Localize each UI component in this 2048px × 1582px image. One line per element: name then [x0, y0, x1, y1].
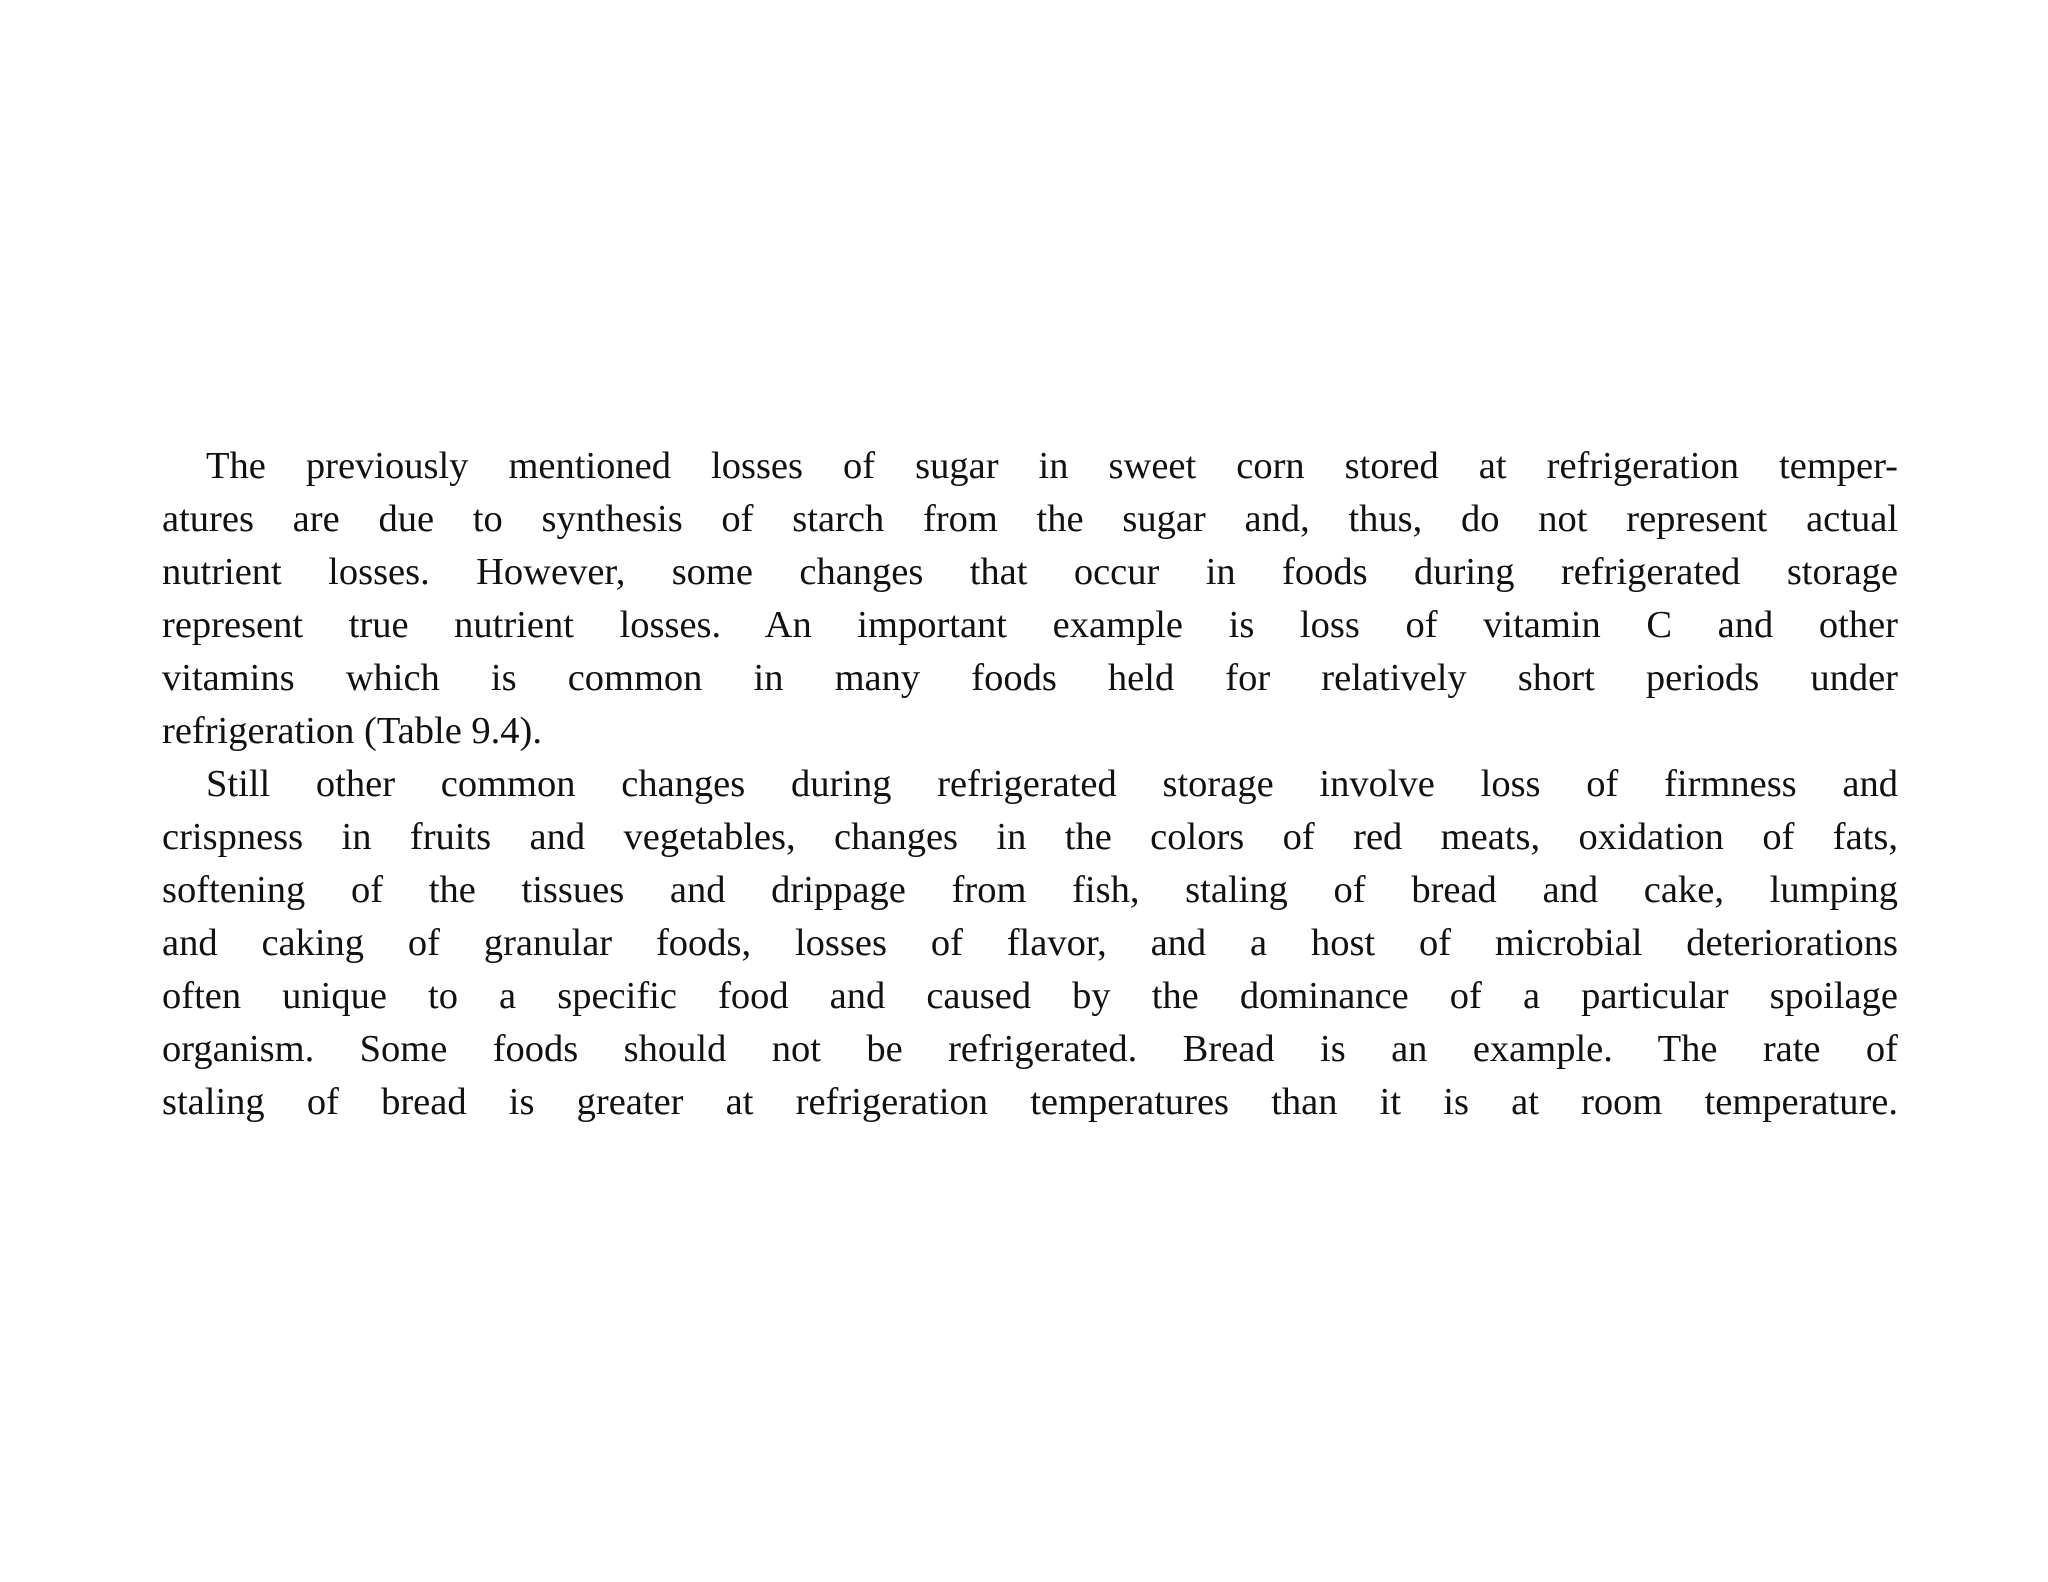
paragraph-2-line-2: crispness in fruits and vegetables, changes in the colors of red meats, oxidation of fats, — [162, 816, 1898, 858]
paragraph-1-line-1: The previously mentioned losses of sugar in sweet corn stored at refrigeration temper- — [206, 445, 1898, 487]
paragraph-2 — [162, 758, 1898, 1129]
paragraph-1-line-5: vitamins which is common in many foods held for relatively short periods under — [162, 657, 1898, 699]
paragraph-2-line-6: organism. Some foods should not be refrigerated. Bread is an example. The rate of — [162, 1028, 1898, 1070]
paragraph-2-line-7: staling of bread is greater at refrigeration temperatures than it is at room temperature. — [162, 1081, 1898, 1123]
paragraph-1-line-2: atures are due to synthesis of starch from the sugar and, thus, do not represent actual — [162, 498, 1898, 540]
paragraph-2-line-5: often unique to a specific food and caused by the dominance of a particular spoilage — [162, 975, 1898, 1017]
paragraph-1-line-3: nutrient losses. However, some changes that occur in foods during refrigerated storage — [162, 551, 1898, 593]
paragraph-2-line-1: Still other common changes during refrigerated storage involve loss of firmness and — [206, 763, 1898, 805]
paragraph-2-line-3: softening of the tissues and drippage from fish, staling of bread and cake, lumping — [162, 869, 1898, 911]
paragraph-1-line-6: refrigeration (Table 9.4). — [162, 710, 542, 752]
paragraph-1-line-4: represent true nutrient losses. An important example is loss of vitamin C and other — [162, 604, 1898, 646]
paragraph-2-line-4: and caking of granular foods, losses of flavor, and a host of microbial deteriorations — [162, 922, 1898, 964]
paragraph-1 — [162, 440, 1898, 758]
body-text — [162, 440, 1898, 1129]
